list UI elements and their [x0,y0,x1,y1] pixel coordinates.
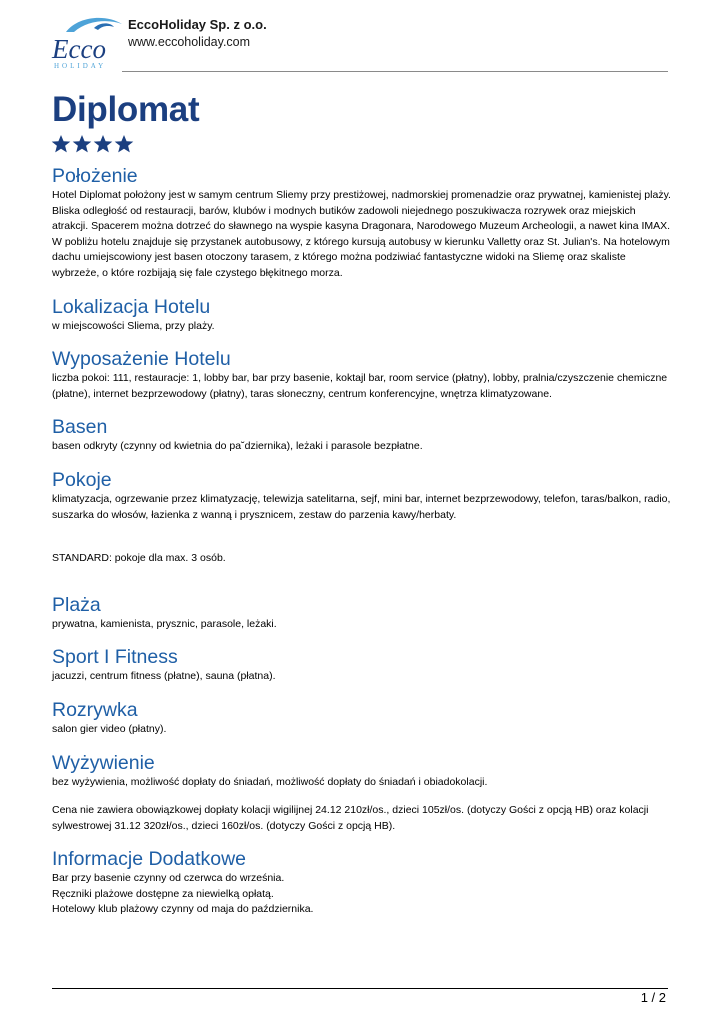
company-name: EccoHoliday Sp. z o.o. [128,17,267,32]
header-divider [122,71,668,72]
star-icon [72,134,92,154]
section-heading: Rozrywka [52,698,138,721]
section-body: bez wyżywienia, możliwość dopłaty do śniadań, możliwość dopłaty do śniadań i obiadokolacji. [52,775,488,788]
section-heading: Położenie [52,165,138,187]
section-heading: Wyżywienie [52,751,155,774]
section-wyzywienie [52,751,674,835]
section-rozrywka [52,698,674,738]
section-heading: Wyposażenie Hotelu [52,348,231,371]
hotel-description [52,164,674,931]
section-heading: Lokalizacja Hotelu [52,295,211,318]
section-body: klimatyzacja, ogrzewanie przez klimatyzację, telewizja satelitarna, sejf, mini bar, internet bezprzewodowy, telefon, taras/balkon, radio, suszarka do włosów, łazienka z wanną i prysznicem, zestaw do parzenia kawy/herbaty. [52,492,671,521]
section-body: prywatna, kamienista, prysznic, parasole, leżaki. [52,617,277,630]
section-note: STANDARD: pokoje dla max. 3 osób. [52,552,226,565]
section-sport [52,645,674,685]
page-header [48,14,668,72]
page-number: 1 / 2 [640,990,666,1005]
ecco-holiday-logo [48,14,124,70]
section-body: basen odkryty (czynny od kwietnia do pa˘dziernika), leżaki i parasole bezpłatne. [52,440,423,453]
section-note: Cena nie zawiera obowiązkowej dopłaty kolacji wigilijnej 24.12 210zł/os., dzieci 105zł/os. (dotyczy Gości z opcją HB) oraz kolacji sylwestrowej 31.12 320zł/os., dzieci 160zł/os. (dotyczy Gości z opcją HB). [52,804,649,832]
section-pokoje [52,468,674,567]
section-heading: Plaża [52,593,101,616]
section-body: jacuzzi, centrum fitness (płatne), sauna (płatna). [52,670,276,683]
svg-text:HOLIDAY: HOLIDAY [54,62,107,70]
section-heading: Pokoje [52,468,112,491]
section-body: w miejscowości Sliema, przy plaży. [52,319,215,332]
section-plaza [52,593,674,633]
section-basen [52,415,674,455]
section-body: Hotel Diplomat położony jest w samym centrum Sliemy przy prestiżowej, nadmorskiej promenadzie oraz prywatnej, kamienistej plaży. Bliska odległość od restauracji, barów, klubów i modnych butików zadowoli niejednego poszukiwacza rozrywek oraz miejskich atrakcji. Spacerem można dotrzeć do sławnego na wyspie kasyna Dragonara, Narodowego Muzeum Archeologii, a nawet kina IMAX. W pobliżu hotelu znajduje się przystanek autobusowy, z którego kursują autobusy w kierunku Valletty oraz St. Julian's. Na hotelowym dachu umiejscowiony jest basen otoczony tarasem, z którego można podziwiać fantastyczne widoki na Sliemę oraz skaliste wybrzeże, o które rozbijają się fale czystego błękitnego morza. [52,189,671,279]
company-website: www.eccoholiday.com [128,35,251,49]
footer-divider [52,988,668,989]
star-icon [114,134,134,154]
star-icon [51,134,71,154]
section-heading: Basen [52,416,108,439]
section-body: Bar przy basenie czynny od czerwca do września. Ręczniki plażowe dostępne za niewielką opłatą. Hotelowy klub plażowy czynny od maja do października. [52,872,314,916]
section-wyposazenie [52,347,674,402]
section-heading: Informacje Dodatkowe [52,848,247,871]
section-polozenie [52,164,674,282]
hotel-name: Diplomat [52,90,200,129]
star-icon [93,134,113,154]
svg-text:Ecco: Ecco [52,34,106,64]
section-informacje [52,847,674,918]
section-body: liczba pokoi: 111, restauracje: 1, lobby bar, bar przy basenie, koktajl bar, room service (płatny), lobby, pralnia/czyszczenie chemiczne (płatne), internet bezprzewodowy (płatny), taras słoneczny, centrum konferencyjne, wnętrza klimatyzowane. [52,372,668,400]
section-body: salon gier video (płatny). [52,722,167,735]
section-lokalizacja [52,295,674,335]
hotel-star-rating [51,134,134,154]
section-heading: Sport I Fitness [52,646,178,669]
